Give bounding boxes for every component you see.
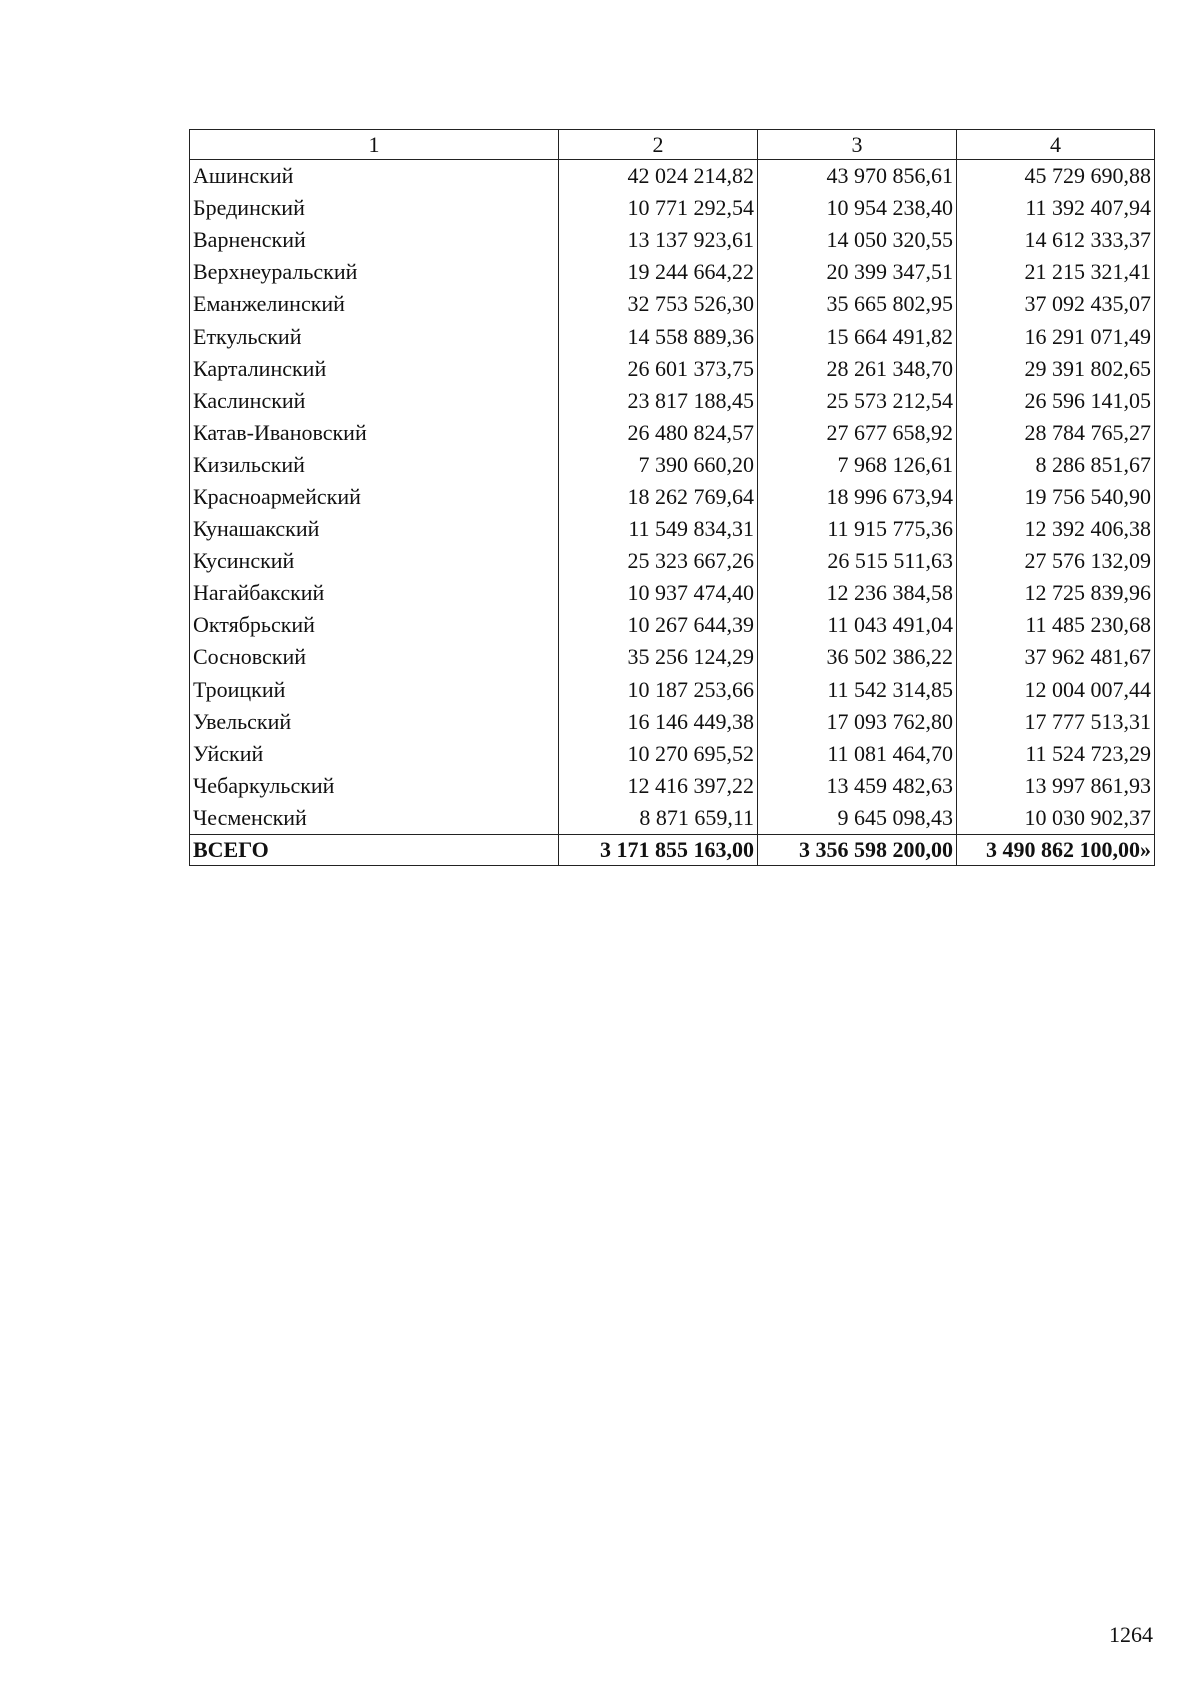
district-name-cell: Нагайбакский <box>190 577 559 609</box>
table-row <box>190 609 1155 641</box>
amount-cell-2: 18 262 769,64 <box>559 481 758 513</box>
amount-cell-3: 12 236 384,58 <box>758 577 957 609</box>
amount-cell-3: 25 573 212,54 <box>758 385 957 417</box>
table-row <box>190 674 1155 706</box>
amount-cell-3: 26 515 511,63 <box>758 545 957 577</box>
amount-cell-3: 10 954 238,40 <box>758 192 957 224</box>
amount-cell-4: 13 997 861,93 <box>957 770 1155 802</box>
table-row <box>190 320 1155 352</box>
amount-cell-4: 19 756 540,90 <box>957 481 1155 513</box>
amount-cell-4: 29 391 802,65 <box>957 353 1155 385</box>
header-cell-4: 4 <box>957 130 1155 160</box>
amount-cell-2: 11 549 834,31 <box>559 513 758 545</box>
amount-cell-3: 35 665 802,95 <box>758 288 957 320</box>
table-row <box>190 288 1155 320</box>
amount-cell-2: 10 270 695,52 <box>559 738 758 770</box>
district-name-cell: Кунашакский <box>190 513 559 545</box>
district-name-cell: Октябрьский <box>190 609 559 641</box>
amount-cell-2: 35 256 124,29 <box>559 641 758 673</box>
amount-cell-4: 28 784 765,27 <box>957 417 1155 449</box>
table-row <box>190 449 1155 481</box>
table-body <box>190 160 1155 835</box>
amount-cell-2: 12 416 397,22 <box>559 770 758 802</box>
amount-cell-3: 15 664 491,82 <box>758 320 957 352</box>
amount-cell-3: 28 261 348,70 <box>758 353 957 385</box>
header-cell-3: 3 <box>758 130 957 160</box>
table-row <box>190 770 1155 802</box>
amount-cell-4: 10 030 902,37 <box>957 802 1155 835</box>
district-name-cell: Троицкий <box>190 674 559 706</box>
amount-cell-4: 17 777 513,31 <box>957 706 1155 738</box>
district-name-cell: Чесменский <box>190 802 559 835</box>
amount-cell-4: 27 576 132,09 <box>957 545 1155 577</box>
amount-cell-2: 10 937 474,40 <box>559 577 758 609</box>
table-row <box>190 353 1155 385</box>
district-name-cell: Красноармейский <box>190 481 559 513</box>
amount-cell-2: 7 390 660,20 <box>559 449 758 481</box>
table-row <box>190 545 1155 577</box>
header-cell-1: 1 <box>190 130 559 160</box>
amount-cell-3: 27 677 658,92 <box>758 417 957 449</box>
amount-cell-3: 13 459 482,63 <box>758 770 957 802</box>
district-name-cell: Ашинский <box>190 160 559 193</box>
district-name-cell: Кусинский <box>190 545 559 577</box>
amount-cell-2: 19 244 664,22 <box>559 256 758 288</box>
amount-cell-4: 12 725 839,96 <box>957 577 1155 609</box>
amount-cell-3: 36 502 386,22 <box>758 641 957 673</box>
amount-cell-4: 11 485 230,68 <box>957 609 1155 641</box>
total-label: ВСЕГО <box>190 834 559 865</box>
amount-cell-2: 10 267 644,39 <box>559 609 758 641</box>
amount-cell-3: 11 542 314,85 <box>758 674 957 706</box>
district-name-cell: Брединский <box>190 192 559 224</box>
amount-cell-3: 11 081 464,70 <box>758 738 957 770</box>
table-row <box>190 641 1155 673</box>
table-row <box>190 385 1155 417</box>
header-cell-2: 2 <box>559 130 758 160</box>
table-row <box>190 192 1155 224</box>
amount-cell-2: 10 771 292,54 <box>559 192 758 224</box>
amount-cell-3: 17 093 762,80 <box>758 706 957 738</box>
amount-cell-4: 26 596 141,05 <box>957 385 1155 417</box>
amount-cell-3: 43 970 856,61 <box>758 160 957 193</box>
amount-cell-2: 14 558 889,36 <box>559 320 758 352</box>
district-name-cell: Каслинский <box>190 385 559 417</box>
table-row <box>190 738 1155 770</box>
table-row <box>190 224 1155 256</box>
total-cell-2: 3 171 855 163,00 <box>559 834 758 865</box>
amount-cell-4: 37 962 481,67 <box>957 641 1155 673</box>
district-name-cell: Еткульский <box>190 320 559 352</box>
amount-cell-4: 14 612 333,37 <box>957 224 1155 256</box>
amount-cell-3: 14 050 320,55 <box>758 224 957 256</box>
district-name-cell: Уйский <box>190 738 559 770</box>
district-name-cell: Карталинский <box>190 353 559 385</box>
amount-cell-4: 11 524 723,29 <box>957 738 1155 770</box>
amount-cell-3: 7 968 126,61 <box>758 449 957 481</box>
table-row <box>190 802 1155 835</box>
table-row <box>190 577 1155 609</box>
header-row <box>190 130 1155 160</box>
amount-cell-4: 12 392 406,38 <box>957 513 1155 545</box>
amount-cell-2: 23 817 188,45 <box>559 385 758 417</box>
table-row <box>190 481 1155 513</box>
district-name-cell: Катав-Ивановский <box>190 417 559 449</box>
district-name-cell: Кизильский <box>190 449 559 481</box>
amount-cell-4: 37 092 435,07 <box>957 288 1155 320</box>
total-row <box>190 834 1155 865</box>
district-name-cell: Увельский <box>190 706 559 738</box>
total-cell-3: 3 356 598 200,00 <box>758 834 957 865</box>
amount-cell-3: 20 399 347,51 <box>758 256 957 288</box>
page-number: 1264 <box>1109 1622 1153 1647</box>
amount-cell-2: 26 601 373,75 <box>559 353 758 385</box>
table-row <box>190 160 1155 193</box>
table-row <box>190 513 1155 545</box>
amount-cell-4: 11 392 407,94 <box>957 192 1155 224</box>
amount-cell-4: 21 215 321,41 <box>957 256 1155 288</box>
district-name-cell: Варненский <box>190 224 559 256</box>
data-table <box>189 129 1155 866</box>
amount-cell-3: 11 915 775,36 <box>758 513 957 545</box>
district-name-cell: Сосновский <box>190 641 559 673</box>
amount-cell-4: 12 004 007,44 <box>957 674 1155 706</box>
amount-cell-2: 16 146 449,38 <box>559 706 758 738</box>
amount-cell-2: 32 753 526,30 <box>559 288 758 320</box>
amount-cell-2: 42 024 214,82 <box>559 160 758 193</box>
amount-cell-3: 9 645 098,43 <box>758 802 957 835</box>
amount-cell-2: 25 323 667,26 <box>559 545 758 577</box>
amount-cell-4: 45 729 690,88 <box>957 160 1155 193</box>
amount-cell-2: 26 480 824,57 <box>559 417 758 449</box>
amount-cell-2: 13 137 923,61 <box>559 224 758 256</box>
district-name-cell: Верхнеуральский <box>190 256 559 288</box>
amount-cell-4: 8 286 851,67 <box>957 449 1155 481</box>
amount-cell-3: 11 043 491,04 <box>758 609 957 641</box>
amount-cell-3: 18 996 673,94 <box>758 481 957 513</box>
table-row <box>190 706 1155 738</box>
amount-cell-4: 16 291 071,49 <box>957 320 1155 352</box>
district-name-cell: Еманжелинский <box>190 288 559 320</box>
district-name-cell: Чебаркульский <box>190 770 559 802</box>
table-row <box>190 256 1155 288</box>
amount-cell-2: 8 871 659,11 <box>559 802 758 835</box>
amount-cell-2: 10 187 253,66 <box>559 674 758 706</box>
table-row <box>190 417 1155 449</box>
total-cell-4: 3 490 862 100,00» <box>957 834 1155 865</box>
